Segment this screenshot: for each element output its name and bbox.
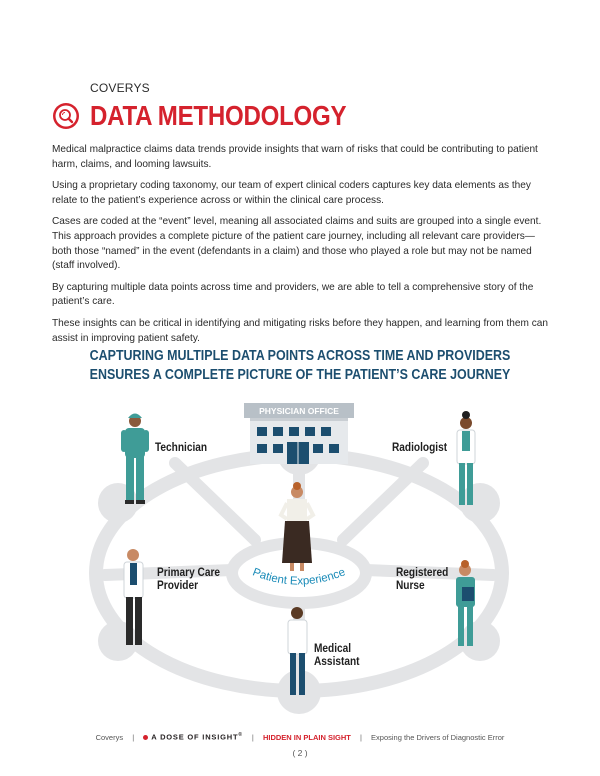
footer-separator: | — [251, 732, 254, 742]
paragraph: Using a proprietary coding taxonomy, our team of expert clinical coders captures key data elements as they relate to the patient’s experience across or within the clinical care process. — [52, 180, 531, 206]
title-row — [52, 100, 388, 132]
radiologist-label: Radiologist — [392, 442, 448, 454]
brand-name: COVERYS — [90, 81, 150, 95]
medical-assistant-label: Medical Assistant — [314, 643, 360, 668]
paragraph: By capturing multiple data points across time and providers, we are able to tell a comprehensive story of the patient’s care. — [52, 281, 534, 308]
primary-care-label: Primary Care Provider — [157, 567, 221, 592]
page-number: ( 2 ) — [292, 748, 308, 758]
paragraph: Cases are coded at the “event” level, meaning all associated claims and suits are grouped into a single event. This approach provides a complete picture of the patient care journey, including all relevant care providers—both those “named” in the event (defendants in a claim) and those who played a role but may not be named (staff involved). — [52, 216, 542, 272]
footer-subtitle: Exposing the Drivers of Diagnostic Error — [371, 732, 505, 742]
technician-label: Technician — [155, 442, 208, 454]
page-title: DATA METHODOLOGY — [90, 100, 347, 131]
office-label: PHYSICIAN OFFICE — [259, 406, 339, 416]
diagram-heading — [0, 346, 600, 384]
patient-experience-label: Patient Experience — [250, 566, 348, 588]
paragraph: These insights can be critical in identifying and mitigating risks before they happen, and learning from them can assist in improving patient safety. — [52, 317, 548, 344]
paragraph: Medical malpractice claims data trends provide insights that warn of risks that could be contributing to patient harm, claims, and looming lawsuits. — [52, 144, 538, 170]
footer-report: HIDDEN IN PLAIN SIGHT — [262, 732, 351, 742]
footer-separator: | — [359, 732, 362, 742]
footer-separator: | — [132, 732, 135, 742]
footer — [0, 732, 600, 742]
care-journey-graphic — [0, 395, 600, 725]
dot-icon — [143, 735, 148, 740]
patient-figure — [281, 482, 313, 571]
diagram-heading-line-2: ENSURES A COMPLETE PICTURE OF THE PATIENT’S CARE JOURNEY — [89, 366, 511, 383]
footer-company: Coverys — [95, 732, 124, 742]
body-text — [52, 143, 550, 353]
registered-nurse-label: Registered Nurse — [396, 567, 449, 592]
magnifier-icon — [52, 102, 80, 130]
care-journey-diagram — [0, 395, 600, 725]
diagram-heading-line-1: CAPTURING MULTIPLE DATA POINTS ACROSS TIME AND PROVIDERS — [89, 347, 511, 364]
footer-series: A DOSE OF INSIGHT® — [143, 732, 243, 742]
